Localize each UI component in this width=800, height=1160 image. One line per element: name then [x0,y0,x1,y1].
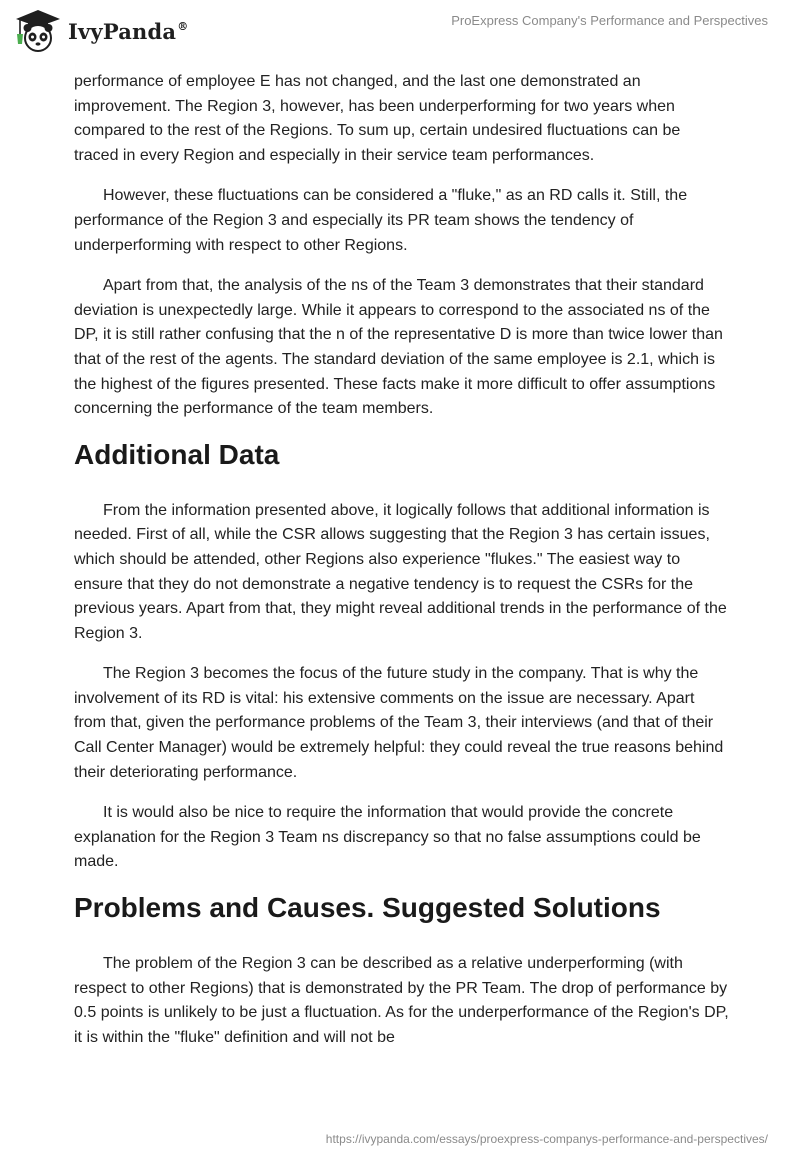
paragraph: Apart from that, the analysis of the ns of the Team 3 demonstrates that their standard deviation is unexpectedly large. While it appears to correspond to the associated ns of the DP, it is still rather confusing that the n of the representative D is more than twice lower than that of the rest of the agents. The standard deviation of the same employee is 2.1, which is the highest of the figures presented. These facts make it more difficult to offer assumptions concerning the performance of the team members. [74,277,723,418]
logo-text: IvyPanda® [68,18,189,44]
panda-graduate-icon [14,8,62,54]
section-heading-problems-and-causes: Problems and Causes. Suggested Solutions [74,892,661,924]
paragraph: However, these fluctuations can be considered a "fluke," as an RD calls it. Still, the performance of the Region 3 and especially its PR team shows the tendency of underperforming with respect to other Regions. [74,187,688,254]
paragraph: performance of employee E has not changed, and the last one demonstrated an improvement. The Region 3, however, has been underperforming for two years when compared to the rest of the Regions. To sum up, certain undesired fluctuations can be traced in every Region and especially in their service team performances. [74,73,681,164]
registered-mark: ® [177,19,189,33]
source-url[interactable]: https://ivypanda.com/essays/proexpress-companys-performance-and-perspectives/ [325,1132,768,1146]
page-header [0,0,800,70]
paragraph: The problem of the Region 3 can be described as a relative underperforming (with respect to other Regions) that is demonstrated by the PR Team. The drop of performance by 0.5 points is unlikely to be just a fluctuation. As for the underperformance of the Region's DP, it is within the "fluke" definition and will not be [74,955,729,1046]
paragraph: The Region 3 becomes the focus of the future study in the company. That is why the involvement of its RD is vital: his extensive comments on the issue are necessary. Apart from that, given the performance problems of the Team 3, their interviews (and that of their Call Center Manager) would be extremely helpful: they could reveal the true reasons behind their deteriorating performance. [74,665,724,781]
paragraph: It is would also be nice to require the information that would provide the concrete explanation for the Region 3 Team ns discrepancy so that no false assumptions could be made. [74,804,701,871]
paragraph: From the information presented above, it logically follows that additional information is needed. First of all, while the CSR allows suggesting that the Region 3 has certain issues, which should be attended, other Regions also experience "flukes." The easiest way to ensure that they do not demonstrate a negative tendency is to request the CSRs for the previous years. Apart from that, they might reveal additional trends in the performance of the Region 3. [74,501,727,642]
section-heading-additional-data: Additional Data [74,438,280,470]
ivypanda-logo[interactable] [14,8,188,54]
document-title: ProExpress Company's Performance and Perspectives [451,13,768,28]
essay-body [74,70,729,1066]
